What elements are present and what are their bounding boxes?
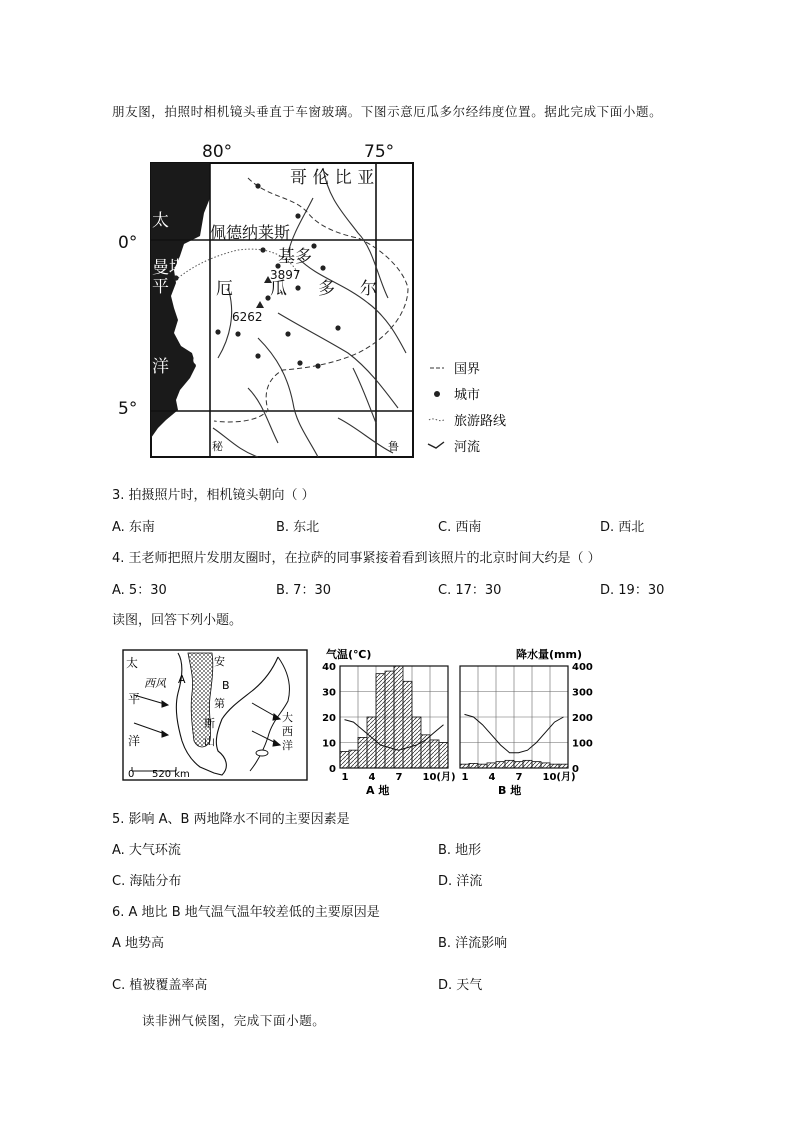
y-tick-label: 40: [322, 662, 336, 673]
legend-route: 旅游路线: [454, 414, 507, 429]
chart-b-title: B 地: [498, 784, 522, 797]
q4-option-c[interactable]: C. 17：30: [438, 583, 502, 598]
climate-charts: [310, 644, 610, 800]
q5-option-a[interactable]: A. 大气环流: [112, 843, 181, 858]
precip-bar: [376, 674, 385, 768]
precip-bar: [340, 751, 349, 768]
y2-tick-label: 400: [572, 662, 593, 673]
lon-80-label: 80°: [202, 142, 233, 162]
q5-option-c[interactable]: C. 海陆分布: [112, 874, 182, 889]
andes-char-4: 山: [204, 735, 215, 748]
legend-city: 城市: [454, 388, 481, 403]
precip-bar: [385, 671, 394, 768]
precip-bar: [532, 762, 541, 768]
atlantic-char-1: 大: [282, 711, 293, 724]
q6-option-d[interactable]: D. 天气: [438, 978, 483, 993]
peru-char-1: 秘: [212, 440, 223, 453]
precip-bar: [514, 762, 523, 768]
q3-option-b[interactable]: B. 东北: [276, 520, 320, 535]
precip-bar: [403, 681, 412, 768]
andes-char-1: 安: [214, 655, 225, 668]
atlantic-char-2: 西: [282, 725, 293, 738]
peru-char-2: 鲁: [388, 440, 399, 453]
x-tick-label: 4: [368, 772, 376, 783]
y-tick-label: 20: [322, 713, 336, 724]
chart-b-ylabel: 降水量(mm): [516, 648, 582, 661]
map-legend: [428, 362, 506, 455]
q4-option-a[interactable]: A. 5：30: [112, 583, 167, 598]
q4-option-b[interactable]: B. 7：30: [276, 583, 331, 598]
andes-char-2: 第: [214, 697, 225, 710]
y-tick-label: 30: [322, 687, 336, 699]
q6-option-b[interactable]: B. 洋流影响: [438, 936, 508, 951]
colombia-label: 哥 伦 比 亚: [290, 168, 375, 188]
precip-bar: [460, 764, 469, 768]
y-tick-label: 0: [329, 764, 336, 775]
precip-bar: [358, 737, 367, 768]
question-6-stem: 6. A 地比 B 地气温气温年较差低的主要原因是: [112, 905, 380, 920]
q6-option-a[interactable]: A 地势高: [112, 936, 165, 951]
question-4-stem: 4. 王老师把照片发朋友圈时，在拉萨的同事紧接着看到该照片的北京时间大约是（ ）: [112, 551, 601, 566]
y2-tick-label: 300: [572, 687, 593, 699]
precip-bar: [430, 740, 439, 768]
x-tick-label: 10(月): [422, 772, 456, 783]
q4-option-d[interactable]: D. 19：30: [600, 583, 665, 598]
q3-option-d[interactable]: D. 西北: [600, 520, 645, 535]
q6-option-c[interactable]: C. 植被覆盖率高: [112, 978, 208, 993]
precip-bar: [367, 717, 376, 768]
elevation-6262: 6262: [232, 310, 263, 324]
precip-bar: [469, 763, 478, 768]
intro-text-1: 朋友图，拍照时相机镜头垂直于车窗玻璃。下图示意厄瓜多尔经纬度位置。据此完成下面小题。: [112, 104, 663, 119]
precip-bar: [487, 763, 496, 768]
pedernales-label: 佩德纳莱斯: [210, 223, 291, 242]
q5-option-b[interactable]: B. 地形: [438, 843, 482, 858]
x-tick-label: 4: [488, 772, 496, 783]
y2-tick-label: 100: [572, 738, 593, 750]
lat-0-label: 0°: [118, 233, 138, 253]
quito-label: 基多: [278, 247, 312, 267]
lat-5-label: 5°: [118, 399, 138, 419]
pacific-char-1: 太: [126, 656, 139, 670]
ocean-char-2: 曼塔: [152, 258, 186, 278]
ecuador-char-3: 多: [318, 279, 335, 299]
x-tick-label: 10(月): [542, 772, 576, 783]
intro-text-3: 读非洲气候图，完成下面小题。: [142, 1013, 326, 1028]
precip-bar: [349, 750, 358, 768]
elevation-3897: 3897: [270, 268, 301, 282]
ocean-char-3: 平: [152, 277, 169, 297]
q5-option-d[interactable]: D. 洋流: [438, 874, 483, 889]
precip-bar: [412, 717, 421, 768]
ecuador-char-2: 瓜: [270, 279, 287, 299]
chart-a-title: A 地: [366, 784, 390, 797]
climate-chart-a: [322, 662, 455, 783]
scale-label: 520 km: [152, 769, 190, 780]
ecuador-char-4: 尔: [360, 279, 377, 299]
ecuador-char-1: 厄: [216, 279, 233, 299]
q3-option-c[interactable]: C. 西南: [438, 520, 482, 535]
precip-bar: [394, 666, 403, 768]
chart-a-ylabel: 气温(℃): [326, 648, 372, 661]
precip-bar: [478, 764, 487, 768]
westerly-label: 西风: [144, 677, 166, 690]
ocean-char-1: 太: [152, 211, 169, 231]
x-tick-label: 7: [395, 772, 403, 783]
y2-tick-label: 200: [572, 713, 593, 724]
ecuador-map: [118, 138, 528, 463]
question-5-stem: 5. 影响 A、B 两地降水不同的主要因素是: [112, 812, 350, 827]
precip-bar: [505, 760, 514, 768]
pacific-char-3: 洋: [128, 734, 141, 748]
precip-bar: [559, 764, 568, 768]
ocean-char-4: 洋: [152, 357, 169, 377]
andes-char-3: 斯: [204, 717, 215, 730]
question-3-stem: 3. 拍摄照片时，相机镜头朝向（ ）: [112, 488, 315, 503]
scale-zero: 0: [128, 769, 135, 780]
south-america-map: [122, 649, 308, 781]
climate-chart-b: [460, 662, 593, 783]
precip-bar: [550, 764, 559, 768]
precip-bar: [523, 760, 532, 768]
atlantic-char-3: 洋: [282, 739, 293, 752]
y-tick-label: 10: [322, 738, 336, 750]
intro-text-2: 读图，回答下列小题。: [112, 613, 243, 628]
point-b-label: B: [222, 679, 230, 692]
x-tick-label: 1: [461, 772, 469, 783]
legend-river: 河流: [454, 440, 481, 455]
precip-bar: [439, 743, 448, 769]
pacific-char-2: 平: [128, 692, 141, 706]
x-tick-label: 1: [341, 772, 349, 783]
x-tick-label: 7: [515, 772, 523, 783]
y2-tick-label: 0: [572, 764, 579, 775]
point-a-label: A: [178, 673, 186, 686]
legend-border: 国界: [454, 362, 481, 377]
lon-75-label: 75°: [364, 142, 395, 162]
precip-bar: [541, 763, 550, 768]
q3-option-a[interactable]: A. 东南: [112, 520, 155, 535]
precip-bar: [496, 762, 505, 768]
